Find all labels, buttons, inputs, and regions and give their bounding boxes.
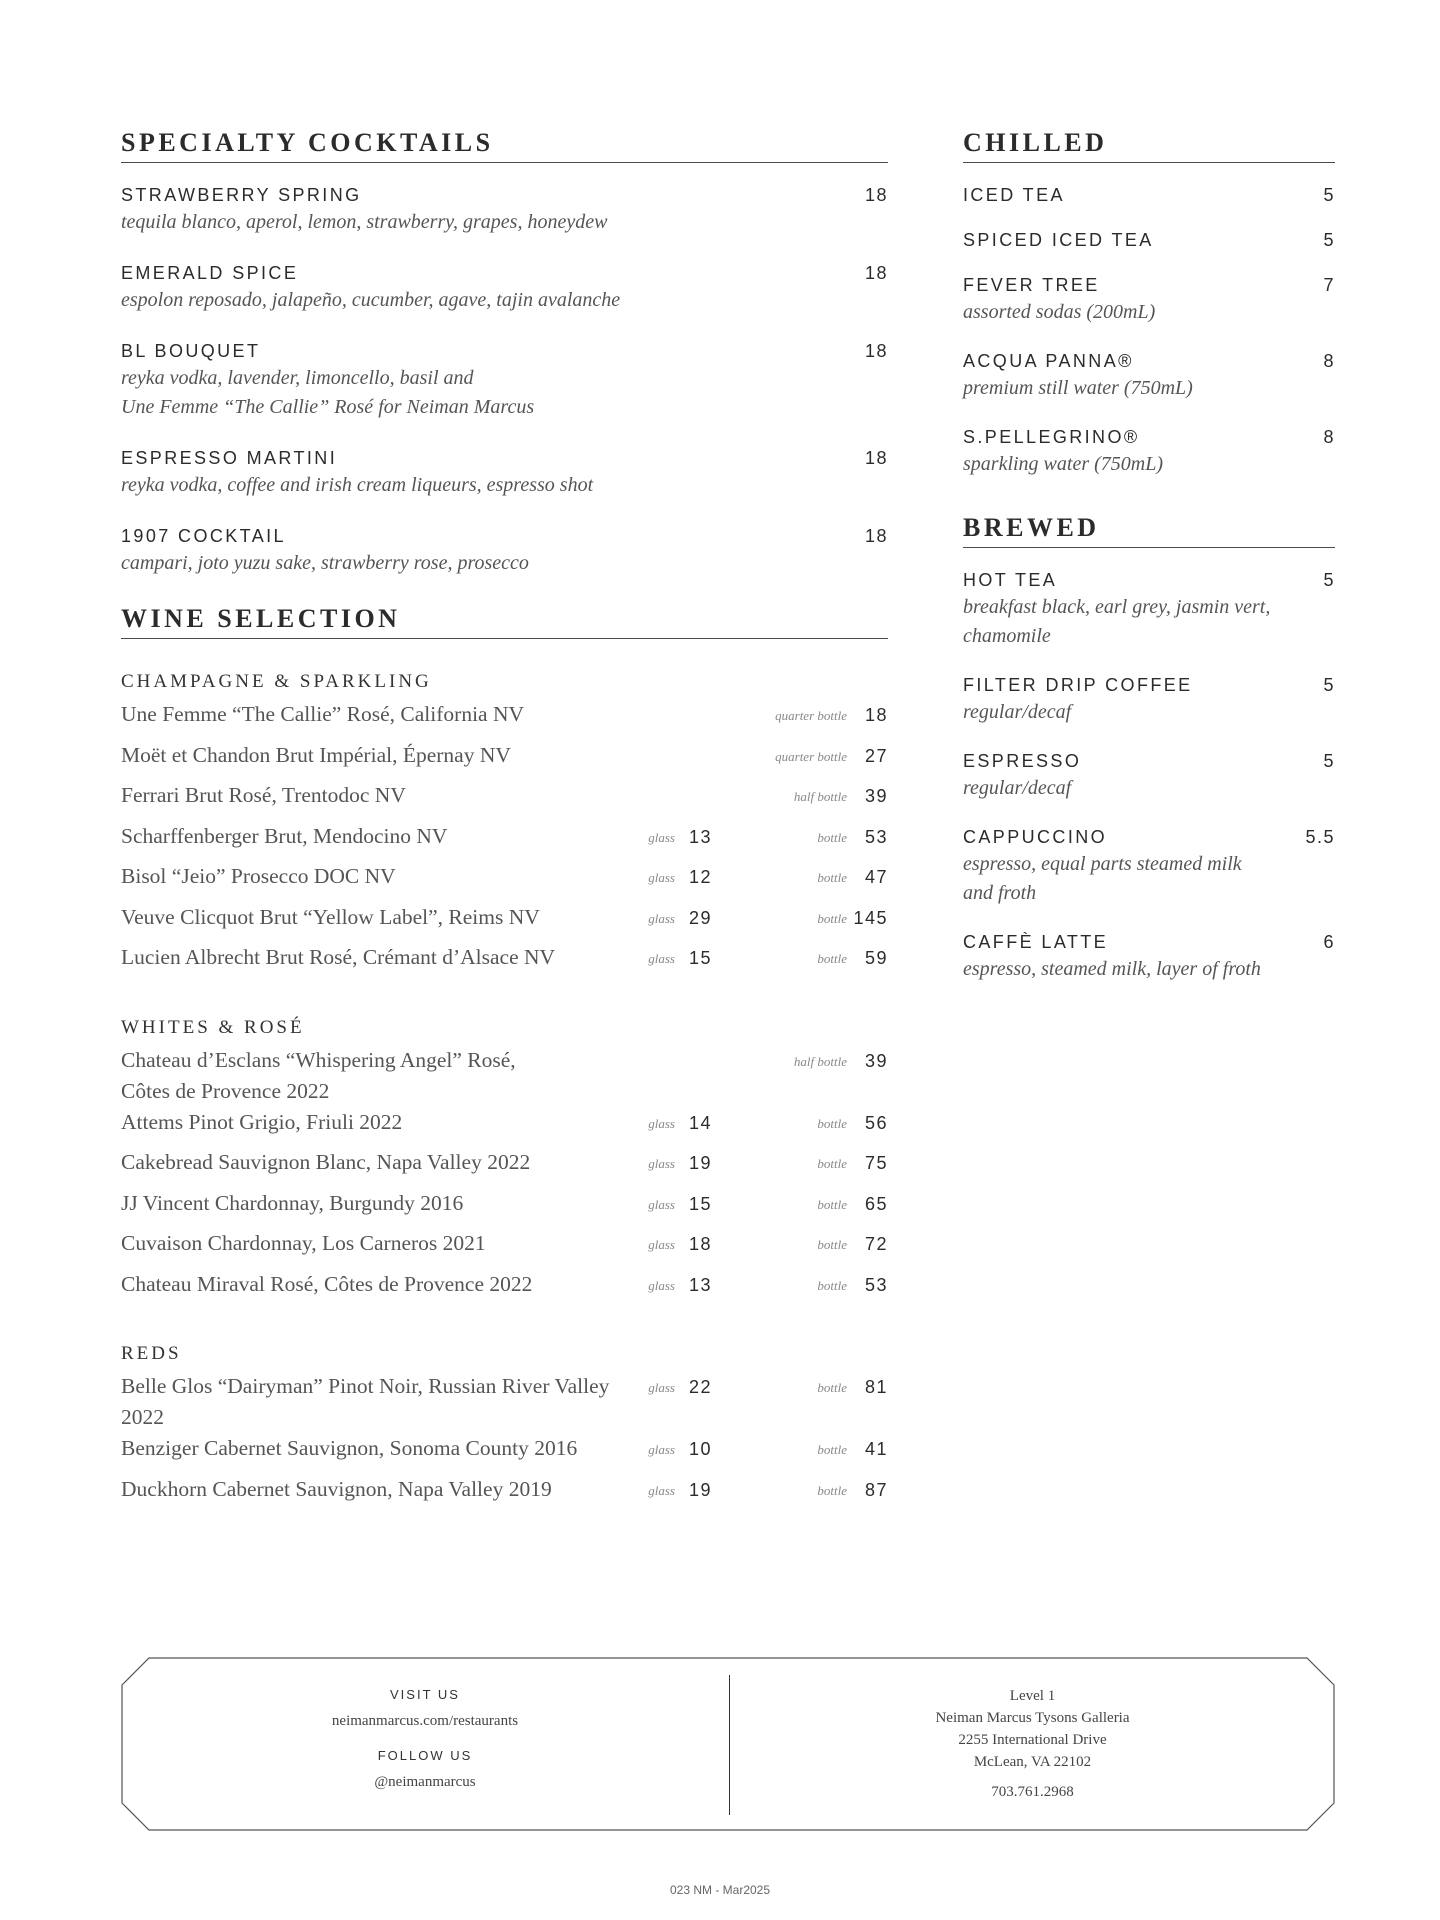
right-column [963,128,1335,1008]
item-price: 18 [864,263,888,283]
glass-label: glass [648,870,675,885]
bottle-price: 145 [853,907,888,928]
brewed-list [963,570,1335,984]
item-description: espresso, equal parts steamed milk and froth [963,853,1242,904]
bottle-label: bottle [817,1482,847,1498]
item-name: FILTER DRIP COFFEE [963,675,1193,695]
item-name: EMERALD SPICE [121,263,299,283]
glass-price: 15 [689,1193,713,1214]
bottle-label: bottle [817,1442,847,1457]
wine-row [121,1107,888,1148]
item-name: ESPRESSO [963,751,1082,771]
wine-name: JJ Vincent Chardonnay, Burgundy 2016 [121,1190,464,1215]
wine-name: Duckhorn Cabernet Sauvignon, Napa Valley 2019 [121,1476,552,1501]
item-header [963,827,1335,848]
bottle-price: 65 [864,1193,888,1214]
item-price: 5 [1323,751,1335,771]
item-description: espolon reposado, jalapeño, cucumber, agave, tajin avalanche [121,289,621,311]
chilled-list [963,185,1335,479]
wine-name: Bisol “Jeio” Prosecco DOC NV [121,864,396,888]
bottle-label: bottle [817,1115,847,1131]
wine-row [121,1045,888,1107]
wine-name: Belle Glos “Dairyman” Pinot Noir, Russian River Valley 2022 [121,1374,610,1429]
wine-row [121,1371,888,1433]
item-header [963,675,1335,696]
item-header [963,351,1335,372]
bottle-price: 87 [864,1479,888,1500]
menu-item [121,185,888,237]
item-description: reyka vodka, lavender, limoncello, basil and Une Femme “The Callie” Rosé for Neiman Marcus [121,367,535,418]
bottle-price: 59 [864,948,888,968]
glass-price: 22 [689,1377,713,1397]
item-header [121,448,888,469]
glass-label: glass [648,1237,675,1252]
glass-price: 12 [689,867,713,887]
brewed-heading: BREWED [963,513,1335,548]
footer-address [730,1685,1335,1803]
glass-price: 19 [689,1153,713,1173]
item-description: sparkling water (750mL) [963,453,1163,475]
glass-label: glass [648,1156,675,1171]
item-header [963,751,1335,772]
bottle-price: 81 [864,1377,888,1397]
bottle-label: half bottle [793,789,847,804]
glass-label [623,780,675,789]
glass-price [675,780,731,786]
bottle-price: 39 [864,1050,888,1071]
address-level: Level 1 [1009,1688,1056,1704]
menu-item [963,932,1335,984]
item-description: assorted sodas (200mL) [963,301,1156,323]
item-description: regular/decaf [963,701,1072,723]
address-city: McLean, VA 22102 [973,1754,1092,1770]
item-header [963,932,1335,953]
glass-label: glass [648,951,675,966]
item-name: BL BOUQUET [121,341,261,361]
glass-label: glass [648,1196,675,1212]
item-name: HOT TEA [963,570,1058,590]
footer-box [121,1657,1335,1831]
website-link[interactable]: neimanmarcus.com/restaurants [331,1713,519,1729]
address-street: 2255 International Drive [958,1732,1107,1748]
item-name: ESPRESSO MARTINI [121,448,338,468]
item-description: espresso, steamed milk, layer of froth [963,958,1261,980]
item-header [963,230,1335,251]
item-price: 18 [864,341,888,361]
item-price: 6 [1323,932,1335,952]
wine-category-heading: WHITES & ROSÉ [121,1016,305,1038]
wine-row [121,861,888,902]
glass-label: glass [648,1482,675,1498]
item-description: campari, joto yuzu sake, strawberry rose, prosecco [121,552,529,574]
bottle-price: 18 [864,705,888,725]
item-price: 7 [1323,275,1335,295]
wine-row [121,902,888,943]
bottle-price: 27 [864,745,888,766]
glass-label: glass [648,1277,675,1293]
glass-price [675,699,731,705]
left-column [121,128,888,1514]
wine-row [121,942,888,983]
bottle-price: 72 [864,1234,888,1254]
glass-label: glass [648,1442,675,1457]
address-store: Neiman Marcus Tysons Galleria [935,1710,1130,1726]
item-price: 5 [1323,675,1335,695]
item-name: CAPPUCCINO [963,827,1108,847]
social-handle[interactable]: @neimanmarcus [374,1774,476,1790]
bottle-price: 41 [864,1439,888,1459]
glass-label: glass [648,1380,675,1395]
wine-category-heading: REDS [121,1343,182,1364]
item-header [121,526,888,547]
menu-item [963,427,1335,479]
menu-item [963,351,1335,403]
item-price: 5.5 [1305,827,1335,847]
wine-name: Lucien Albrecht Brut Rosé, Crémant d’Alsace NV [121,945,556,969]
glass-label [623,740,675,749]
item-name: ICED TEA [963,185,1065,205]
menu-item [121,448,888,500]
follow-label: FOLLOW US [377,1748,473,1763]
glass-price: 15 [689,948,713,968]
phone-number[interactable]: 703.761.2968 [991,1784,1074,1800]
bottle-label: bottle [817,951,847,966]
menu-item [963,570,1335,651]
menu-item [963,751,1335,803]
wine-name: Cakebread Sauvignon Blanc, Napa Valley 2022 [121,1150,531,1174]
wine-row [121,821,888,862]
glass-price [675,1045,731,1051]
bottle-price: 75 [864,1153,888,1173]
menu-item [121,263,888,315]
glass-label [623,1045,675,1054]
item-description: reyka vodka, coffee and irish cream liqueurs, espresso shot [121,474,594,496]
wine-row [121,780,888,821]
cocktail-list [121,185,888,578]
bottle-price: 39 [864,786,888,806]
item-name: CAFFÈ LATTE [963,932,1109,952]
bottle-label: bottle [817,1277,847,1293]
item-name: S.PELLEGRINO® [963,427,1140,447]
item-name: ACQUA PANNA® [963,351,1134,371]
wine-list [121,671,888,1514]
glass-price: 29 [689,907,713,928]
bottle-price: 56 [864,1112,888,1133]
item-price: 8 [1323,427,1335,447]
item-price: 18 [864,526,888,546]
item-header [963,185,1335,206]
glass-label: glass [648,829,675,845]
item-price: 5 [1323,230,1335,250]
visit-label: VISIT US [390,1687,460,1702]
wine-name: Chateau d’Esclans “Whispering Angel” Rosé, Côtes de Provence 2022 [121,1047,516,1103]
bottle-label: bottle [817,829,847,845]
item-header [121,341,888,362]
bottle-price: 53 [864,826,888,847]
footer-contact [121,1687,729,1793]
wine-name: Benziger Cabernet Sauvignon, Sonoma County 2016 [121,1436,578,1460]
wine-row [121,1474,888,1515]
glass-price: 10 [689,1439,713,1459]
wine-row [121,699,888,740]
menu-item [963,675,1335,727]
item-header [121,185,888,206]
glass-price: 13 [689,1274,713,1295]
glass-price: 18 [689,1234,713,1254]
item-description: premium still water (750mL) [963,377,1193,399]
cocktails-heading: SPECIALTY COCKTAILS [121,128,888,163]
item-price: 5 [1323,185,1335,205]
glass-price: 14 [689,1112,713,1133]
item-description: breakfast black, earl grey, jasmin vert, chamomile [963,596,1271,647]
glass-price [675,740,731,746]
bottle-price: 53 [864,1274,888,1295]
wine-name: Cuvaison Chardonnay, Los Carneros 2021 [121,1231,486,1255]
item-price: 18 [864,185,888,205]
item-header [963,570,1335,591]
item-header [963,427,1335,448]
item-price: 8 [1323,351,1335,371]
item-header [121,263,888,284]
wine-name: Attems Pinot Grigio, Friuli 2022 [121,1109,403,1134]
item-name: FEVER TREE [963,275,1100,295]
wine-row [121,1269,888,1310]
item-header [963,275,1335,296]
bottle-label: quarter bottle [775,708,847,723]
bottle-price: 47 [864,867,888,887]
wine-row [121,1147,888,1188]
glass-label: glass [648,910,675,926]
bottle-label: bottle [817,1196,847,1212]
bottle-label: bottle [817,910,847,926]
item-description: regular/decaf [963,777,1072,799]
item-name: 1907 COCKTAIL [121,526,286,546]
wine-name: Moët et Chandon Brut Impérial, Épernay NV [121,742,511,767]
item-name: SPICED ICED TEA [963,230,1154,250]
item-price: 5 [1323,570,1335,590]
bottle-label: quarter bottle [775,748,847,764]
wine-name: Veuve Clicquot Brut “Yellow Label”, Reims NV [121,904,540,929]
menu-item [121,341,888,422]
wine-row [121,1228,888,1269]
glass-price: 13 [689,826,713,847]
bottle-label: bottle [817,870,847,885]
menu-item [963,185,1335,206]
bottle-label: half bottle [793,1053,847,1069]
item-price: 18 [864,448,888,468]
chilled-heading: CHILLED [963,128,1335,163]
wine-row [121,1433,888,1474]
menu-item [963,275,1335,327]
wine-name: Ferrari Brut Rosé, Trentodoc NV [121,783,406,807]
wine-name: Scharffenberger Brut, Mendocino NV [121,823,448,848]
glass-price: 19 [689,1479,713,1500]
menu-item [963,827,1335,908]
menu-item [121,526,888,578]
bottle-label: bottle [817,1156,847,1171]
glass-label: glass [648,1115,675,1131]
wine-row [121,1188,888,1229]
wine-heading: WINE SELECTION [121,604,888,639]
item-description: tequila blanco, aperol, lemon, strawberry, grapes, honeydew [121,211,608,233]
menu-code: 023 NM - Mar2025 [669,1883,771,1897]
item-name: STRAWBERRY SPRING [121,185,362,205]
glass-label [623,699,675,708]
bottle-label: bottle [817,1237,847,1252]
wine-name: Chateau Miraval Rosé, Côtes de Provence 2022 [121,1271,533,1296]
wine-category-heading: CHAMPAGNE & SPARKLING [121,671,432,692]
menu-item [963,230,1335,251]
wine-row [121,740,888,781]
wine-name: Une Femme “The Callie” Rosé, California NV [121,702,525,726]
bottle-label: bottle [817,1380,847,1395]
